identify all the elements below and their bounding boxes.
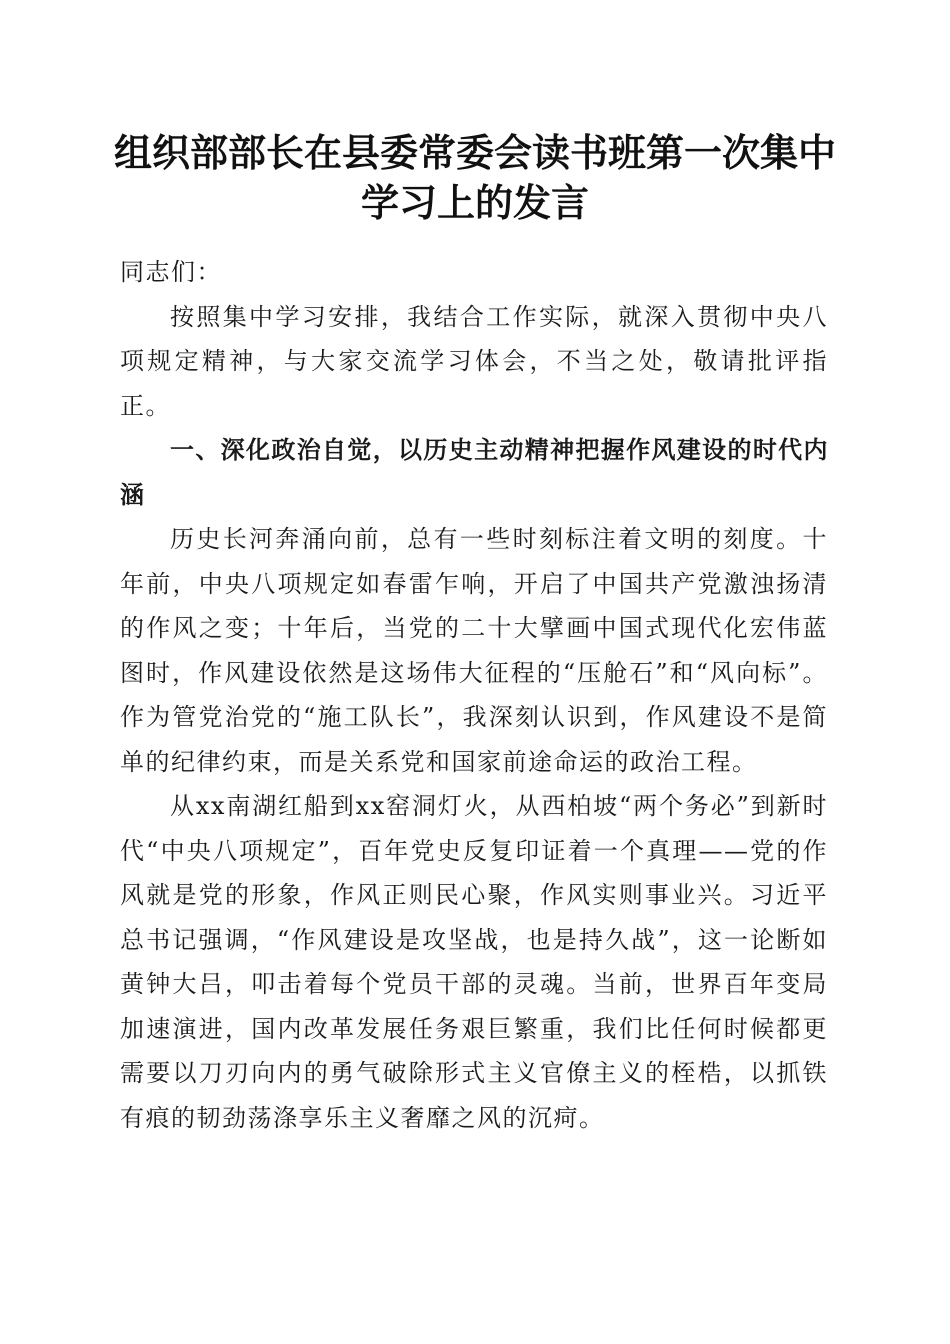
document-body xyxy=(120,250,828,1140)
salutation: 同志们： xyxy=(120,258,222,286)
body-paragraph: 历史长河奔涌向前，总有一些时刻标注着文明的刻度。十年前，中央八项规定如春雷乍响，开启了中国共产党激浊扬清的作风之变；十年后，当党的二十大擘画中国式现代化宏伟蓝图时，作风建设依然是这场伟大征程的“压舱石”和“风向标”。作为管党治党的“施工队长”，我深刻认识到，作风建设不是简单的纪律约束，而是关系党和国家前途命运的政治工程。 xyxy=(120,525,828,776)
intro-paragraph: 按照集中学习安排，我结合工作实际，就深入贯彻中央八项规定精神，与大家交流学习体会，不当之处，敬请批评指正。 xyxy=(120,302,828,420)
section-heading: 一、深化政治自觉，以历史主动精神把握作风建设的时代内涵 xyxy=(120,436,828,509)
document-title: 组织部部长在县委常委会读书班第一次集中学习上的发言 xyxy=(113,130,836,225)
body-paragraph: 从xx南湖红船到xx窑洞灯火，从西柏坡“两个务必”到新时代“中央八项规定”，百年党史反复印证着一个真理——党的作风就是党的形象，作风正则民心聚，作风实则事业兴。习近平总书记强调，“作风建设是攻坚战，也是持久战”，这一论断如黄钟大吕，叩击着每个党员干部的灵魂。当前，世界百年变局加速演进，国内改革发展任务艰巨繁重，我们比任何时候都更需要以刀刃向内的勇气破除形式主义官僚主义的桎梏，以抓铁有痕的韧劲荡涤享乐主义奢靡之风的沉疴。 xyxy=(120,792,828,1132)
